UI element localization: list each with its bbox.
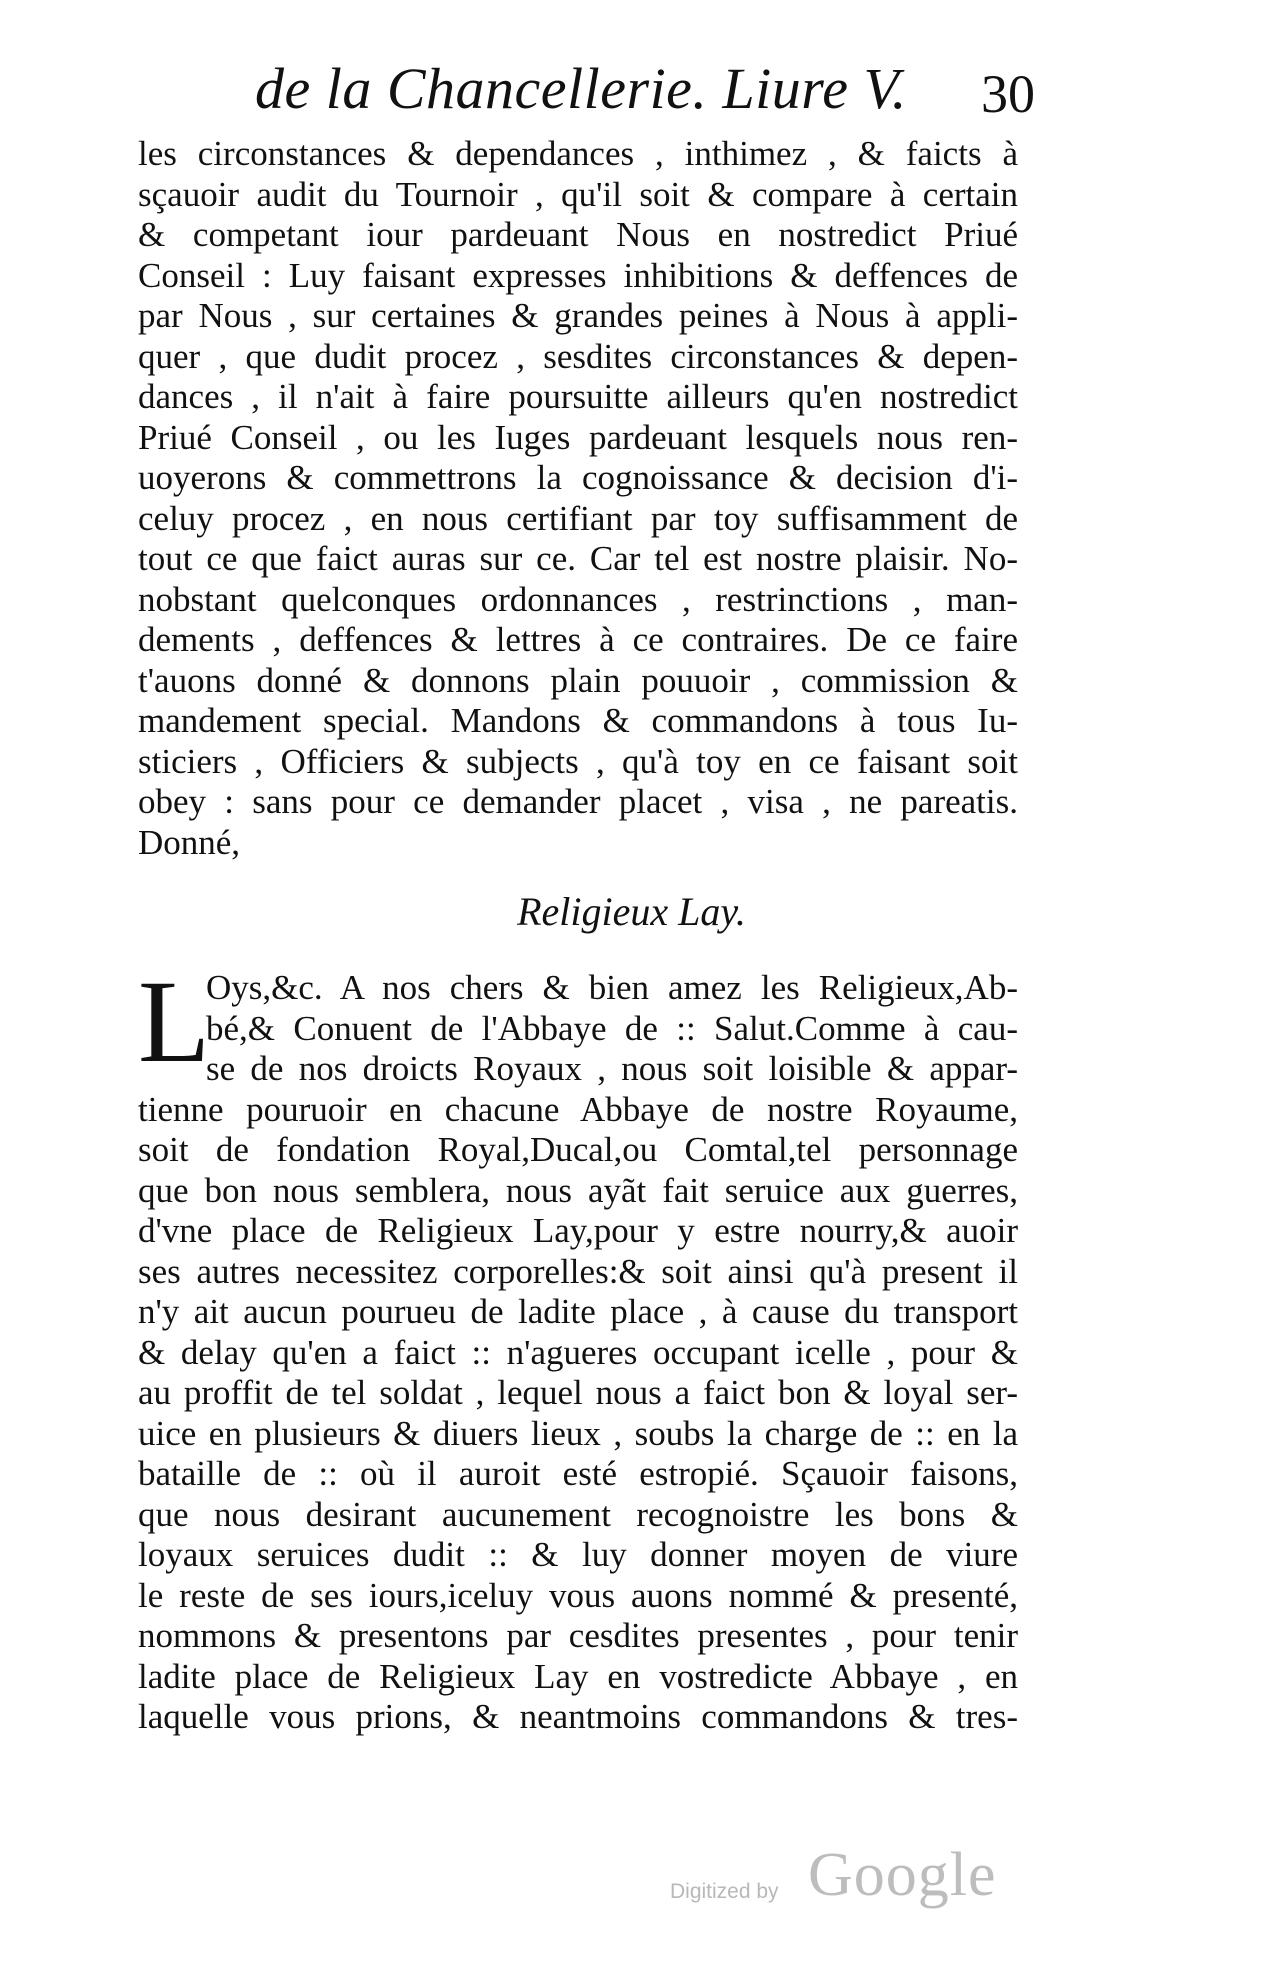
page-number: 30	[981, 64, 1035, 124]
text-line: dements , deffences & lettres à ce contraires. De ce faire	[138, 620, 1018, 659]
text-line: & delay qu'en a faict :: n'agueres occupant icelle , pour &	[138, 1332, 1018, 1372]
text-line: Donné,	[138, 822, 241, 862]
drop-cap: L	[138, 956, 211, 1087]
watermark-prefix: Digitized by	[670, 1880, 779, 1903]
text-line: Priué Conseil , ou les Iuges pardeuant lesquels nous ren-	[138, 417, 1018, 457]
text-line: obey : sans pour ce demander placet , visa , ne pareatis.	[138, 782, 1018, 821]
text-line: Oys,&c. A nos chers & bien amez les Religieux,Ab-	[206, 968, 1018, 1007]
text-line: uoyerons & commettrons la cognoissance & decision d'i-	[138, 458, 1018, 497]
text-line: d'vne place de Religieux Lay,pour y estre nourry,& auoir	[138, 1211, 1018, 1250]
text-line: & competant iour pardeuant Nous en nostredict Priué	[138, 215, 1018, 254]
text-line: nobstant quelconques ordonnances , restrinctions , man-	[138, 579, 1018, 619]
text-line: uice en plusieurs & diuers lieux , soubs la charge de :: en la	[138, 1413, 1018, 1453]
section-heading: Religieux Lay.	[517, 889, 746, 934]
paragraph-religieux-lay	[138, 956, 1018, 1738]
text-line: laquelle vous prions, & neantmoins commandons & tres-	[138, 1697, 1018, 1736]
text-line: quer , que dudit procez , sesdites circonstances & depen-	[138, 336, 1018, 376]
running-title: de la Chancellerie. Liure V.	[255, 56, 907, 121]
text-line: sçauoir audit du Tournoir , qu'il soit & compare à certain	[138, 174, 1018, 214]
text-line: au proffit de tel soldat , lequel nous a faict bon & loyal ser-	[138, 1373, 1018, 1412]
text-line: t'auons donné & donnons plain pouuoir , commission &	[138, 660, 1018, 700]
text-line: tout ce que faict auras sur ce. Car tel est nostre plaisir. No-	[138, 539, 1018, 578]
text-line: n'y ait aucun pourueu de ladite place , à cause du transport	[138, 1292, 1018, 1331]
text-line: loyaux seruices dudit :: & luy donner moyen de viure	[138, 1535, 1018, 1574]
text-line: celuy procez , en nous certifiant par toy suffisamment de	[138, 498, 1018, 538]
text-line: sticiers , Officiers & subjects , qu'à toy en ce faisant soit	[138, 741, 1018, 781]
google-logo: Google	[808, 1841, 997, 1909]
text-line: mandement special. Mandons & commandons à tous Iu-	[138, 701, 1018, 740]
text-line: le reste de ses iours,iceluy vous auons nommé & presenté,	[138, 1575, 1018, 1615]
text-line: ses autres necessitez corporelles:& soit ainsi qu'à present il	[138, 1251, 1018, 1291]
paragraph-continued	[138, 134, 1018, 863]
text-line: soit de fondation Royal,Ducal,ou Comtal,tel personnage	[138, 1130, 1018, 1169]
text-line: dances , il n'ait à faire poursuitte ailleurs qu'en nostredict	[138, 377, 1018, 416]
text-line: Conseil : Luy faisant expresses inhibitions & deffences de	[138, 255, 1018, 295]
text-line: nommons & presentons par cesdites presentes , pour tenir	[138, 1616, 1018, 1655]
running-head	[255, 55, 1035, 135]
text-line: par Nous , sur certaines & grandes peines à Nous à appli-	[138, 296, 1018, 335]
text-line: que nous desirant aucunement recognoistre les bons &	[138, 1494, 1018, 1534]
digitized-watermark	[670, 1840, 1010, 1920]
text-line: que bon nous semblera, nous ayãt fait seruice aux guerres,	[138, 1170, 1018, 1210]
text-line: bé,& Conuent de l'Abbaye de :: Salut.Comme à cau-	[206, 1008, 1018, 1048]
text-line: bataille de :: où il auroit esté estropié. Sçauoir faisons,	[138, 1454, 1018, 1493]
text-line: les circonstances & dependances , inthimez , & faicts à	[138, 134, 1018, 173]
text-line: ladite place de Religieux Lay en vostredicte Abbaye , en	[138, 1656, 1018, 1696]
text-line: tienne pouruoir en chacune Abbaye de nostre Royaume,	[138, 1089, 1018, 1129]
text-line: se de nos droicts Royaux , nous soit loisible & appar-	[206, 1049, 1018, 1088]
